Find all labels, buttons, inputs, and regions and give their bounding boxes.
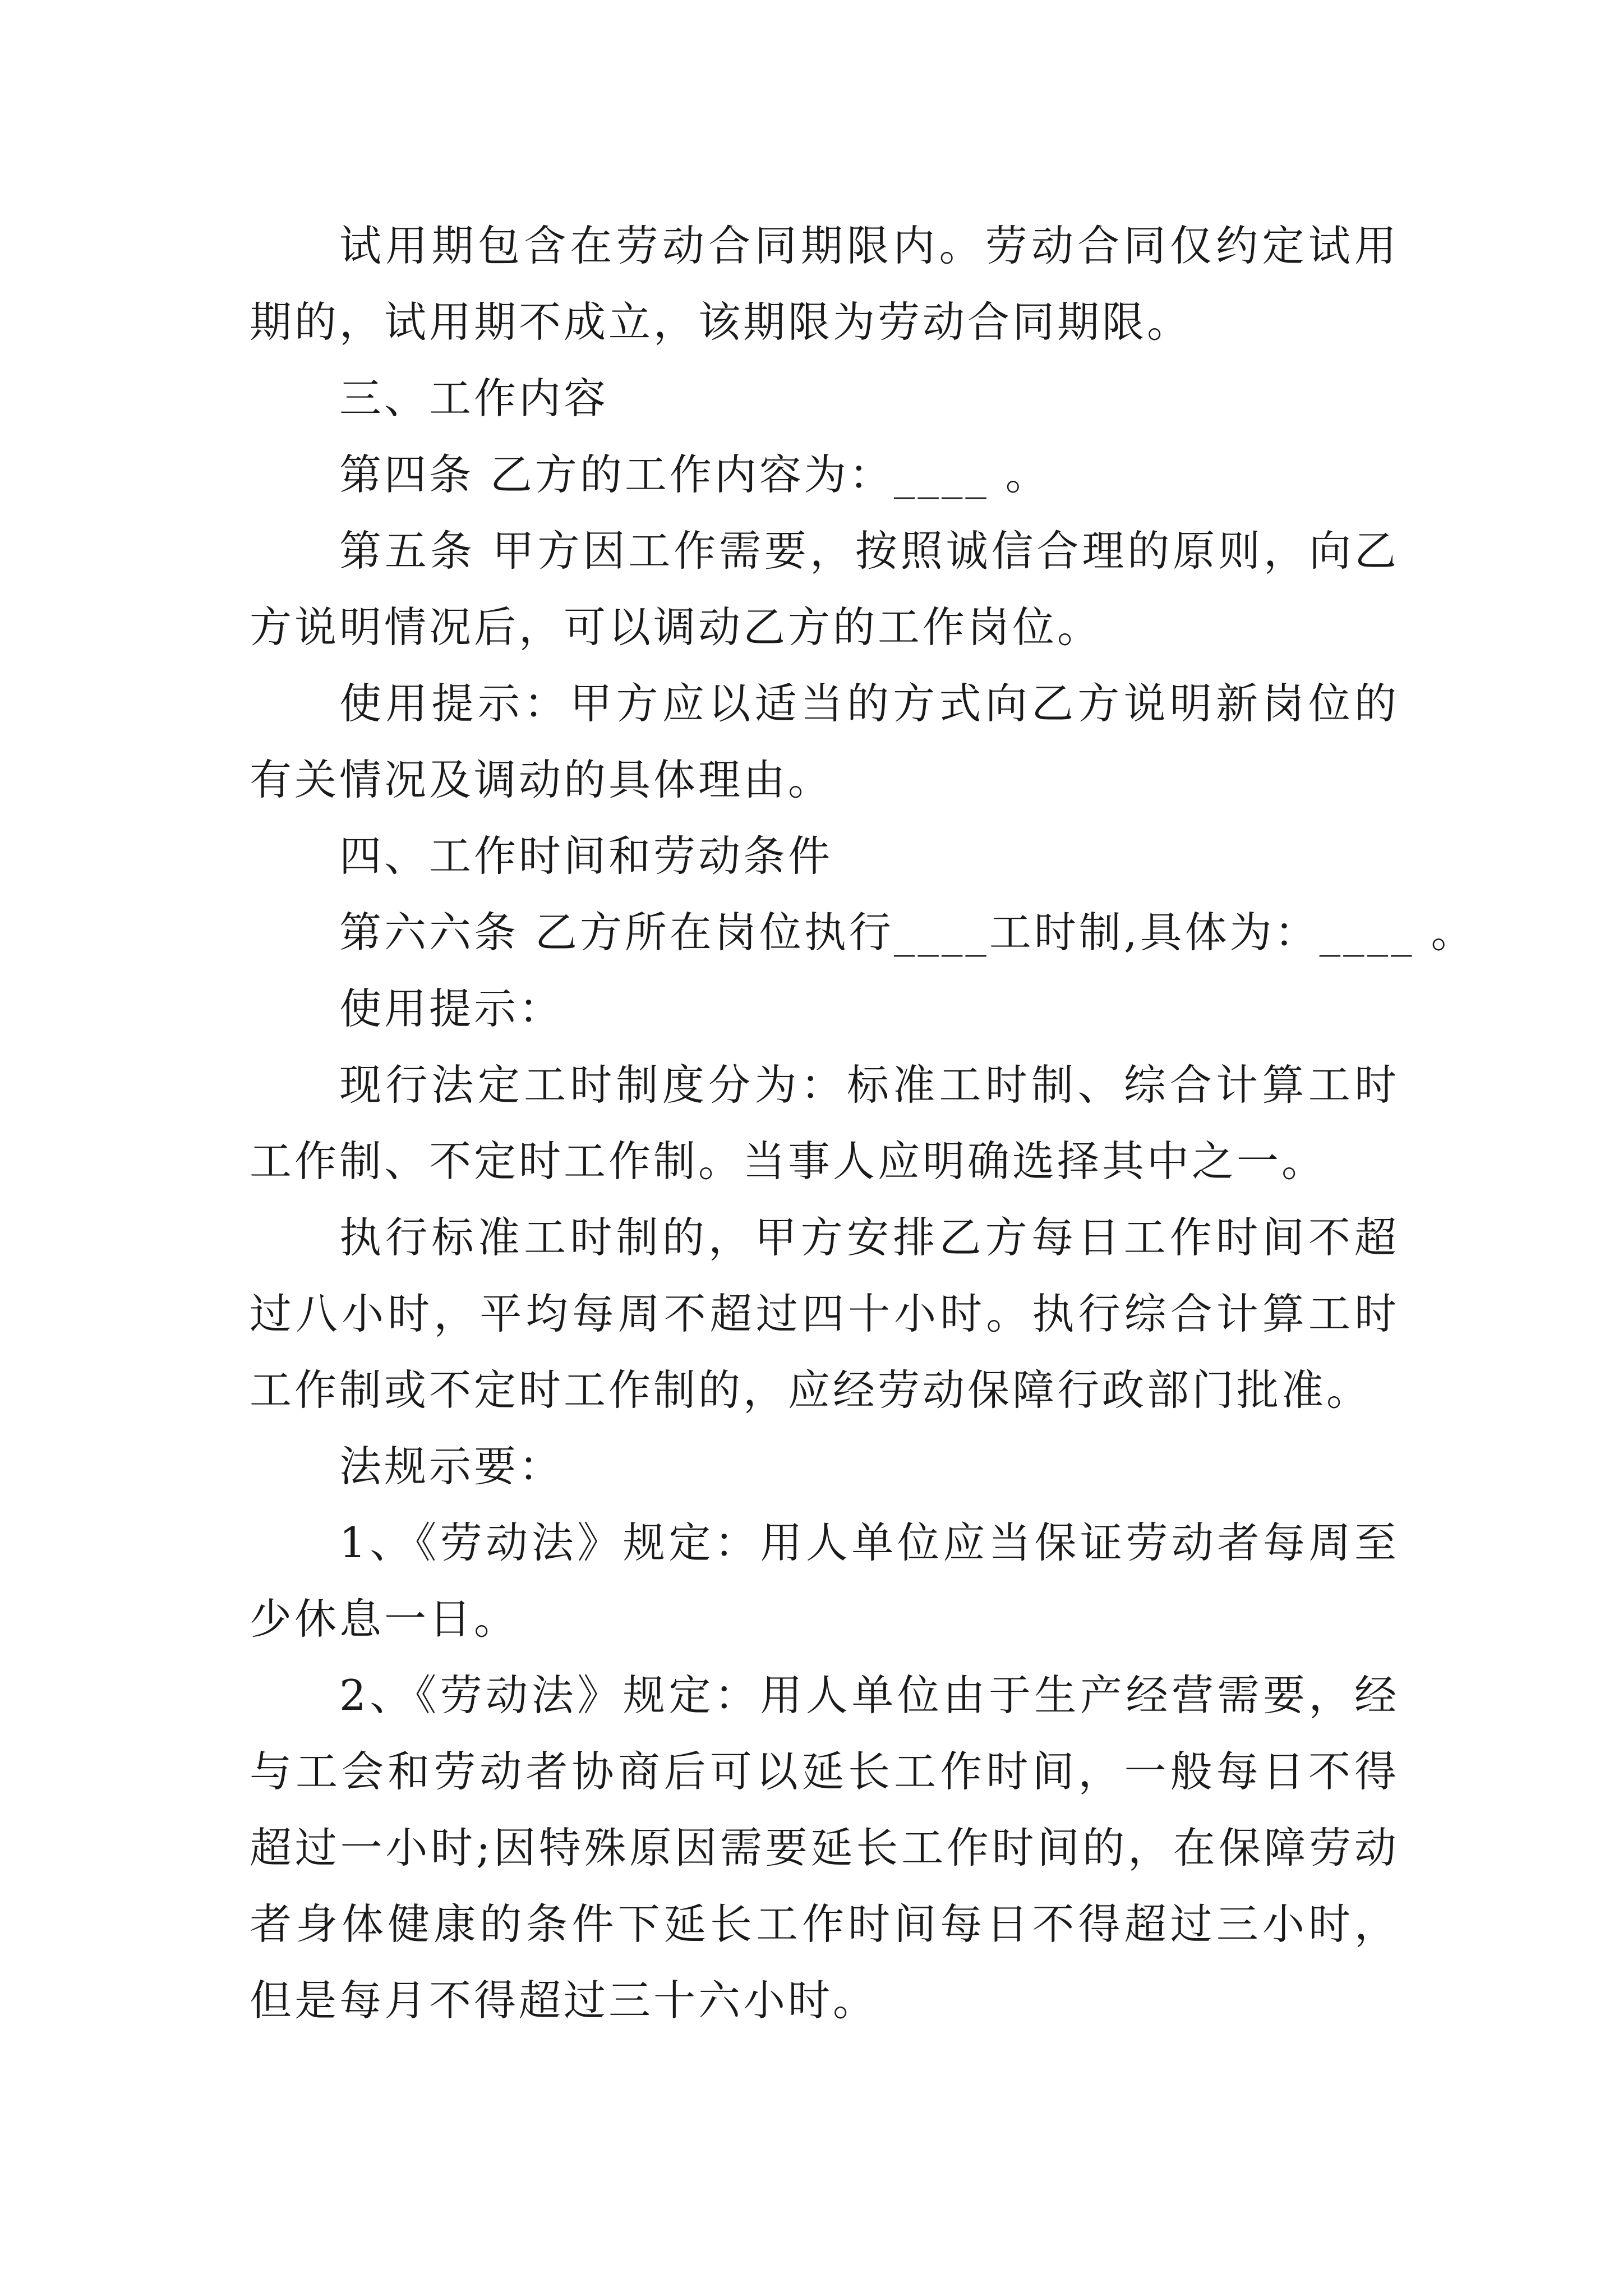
article-5: 第五条 甲方因工作需要，按照诚信合理的原则，向乙方说明情况后，可以调动乙方的工作岗位。: [250, 526, 1399, 652]
paragraph-working-hour-systems: 现行法定工时制度分为：标准工时制、综合计算工时工作制、不定时工作制。当事人应明确选择其中之一。: [250, 1060, 1399, 1186]
usage-tip-label: 使用提示：: [339, 984, 564, 1033]
section-heading-work-content: 三、工作内容: [339, 374, 609, 423]
usage-tip-job-transfer: 使用提示：甲方应以适当的方式向乙方说明新岗位的有关情况及调动的具体理由。: [250, 679, 1399, 804]
article-4: 第四条 乙方的工作内容为：____ 。: [339, 450, 1050, 499]
article-6: 第六六条 乙方所在岗位执行____工时制,具体为：____ 。: [339, 908, 1476, 957]
section-heading-working-hours: 四、工作时间和劳动条件: [339, 831, 833, 881]
regulation-item-2: 2、《劳动法》规定：用人单位由于生产经营需要，经与工会和劳动者协商后可以延长工作时间，一般每日不得超过一小时;因特殊原因需要延长工作时间的，在保障劳动者身体健康的条件下延长工作时间每日不得超过三小时，但是每月不得超过三十六小时。: [250, 1671, 1399, 2025]
document-body: [250, 208, 1476, 2039]
paragraph-standard-hours: 执行标准工时制的，甲方安排乙方每日工作时间不超过八小时，平均每周不超过四十小时。执行综合计算工时工作制或不定时工作制的，应经劳动保障行政部门批准。: [250, 1213, 1399, 1415]
regulations-heading: 法规示要：: [339, 1442, 564, 1491]
regulation-item-1: 1、《劳动法》规定：用人单位应当保证劳动者每周至少休息一日。: [250, 1518, 1399, 1644]
paragraph-probation-period: 试用期包含在劳动合同期限内。劳动合同仅约定试用期的，试用期不成立，该期限为劳动合同期限。: [250, 221, 1399, 347]
